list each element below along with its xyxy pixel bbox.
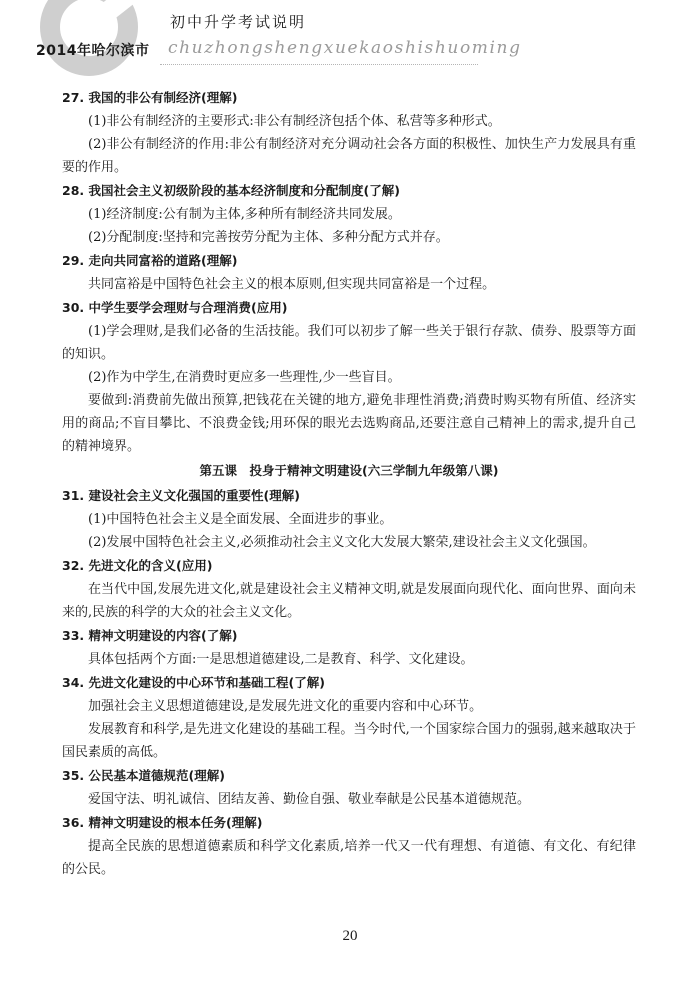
section-heading-35: 35. 公民基本道德规范(理解) (62, 768, 225, 783)
header-pinyin: chuzhongshengxuekaoshishuoming (168, 38, 522, 58)
paragraph: (1)学会理财,是我们必备的生活技能。我们可以初步了解一些关于银行存款、债券、股票等方面的知识。 (62, 324, 636, 362)
section-heading-36: 36. 精神文明建设的根本任务(理解) (62, 815, 263, 830)
paragraph: (2)作为中学生,在消费时更应多一些理性,少一些盲目。 (88, 370, 401, 385)
paragraph: (2)分配制度:坚持和完善按劳分配为主体、多种分配方式并存。 (88, 230, 449, 245)
section-heading-30: 30. 中学生要学会理财与合理消费(应用) (62, 300, 288, 315)
header-city-year: 2014年哈尔滨市 (36, 43, 150, 59)
header-title: 初中升学考试说明 (170, 13, 307, 31)
page-number: 20 (342, 928, 358, 944)
paragraph: (1)非公有制经济的主要形式:非公有制经济包括个体、私营等多种形式。 (88, 114, 501, 129)
section-heading-34: 34. 先进文化建设的中心环节和基础工程(了解) (62, 675, 325, 690)
page-content (62, 86, 636, 881)
paragraph: 具体包括两个方面:一是思想道德建设,二是教育、科学、文化建设。 (88, 652, 474, 667)
header-divider (160, 64, 478, 65)
paragraph: 爱国守法、明礼诚信、团结友善、勤俭自强、敬业奉献是公民基本道德规范。 (88, 792, 531, 807)
paragraph: 发展教育和科学,是先进文化建设的基础工程。当今时代,一个国家综合国力的强弱,越来越取决于国民素质的高低。 (62, 722, 636, 760)
paragraph: (1)中国特色社会主义是全面发展、全面进步的事业。 (88, 512, 393, 527)
paragraph: 共同富裕是中国特色社会主义的根本原则,但实现共同富裕是一个过程。 (88, 277, 496, 292)
lesson-title: 第五课 投身于精神文明建设(六三学制九年级第八课) (199, 463, 499, 478)
section-heading-31: 31. 建设社会主义文化强国的重要性(理解) (62, 488, 300, 503)
section-heading-27: 27. 我国的非公有制经济(理解) (62, 90, 238, 105)
paragraph: 要做到:消费前先做出预算,把钱花在关键的地方,避免非理性消费;消费时购买物有所值、经济实用的商品;不盲目攀比、不浪费金钱;用环保的眼光去选购商品,还要注意自己精神上的需求,提升自己的精神境界。 (62, 393, 636, 454)
paragraph: 在当代中国,发展先进文化,就是建设社会主义精神文明,就是发展面向现代化、面向世界、面向未来的,民族的科学的大众的社会主义文化。 (62, 582, 636, 620)
paragraph: 提高全民族的思想道德素质和科学文化素质,培养一代又一代有理想、有道德、有文化、有纪律的公民。 (62, 839, 636, 877)
section-heading-28: 28. 我国社会主义初级阶段的基本经济制度和分配制度(了解) (62, 183, 400, 198)
paragraph: (2)非公有制经济的作用:非公有制经济对充分调动社会各方面的积极性、加快生产力发展具有重要的作用。 (62, 137, 636, 175)
section-heading-29: 29. 走向共同富裕的道路(理解) (62, 253, 238, 268)
section-heading-33: 33. 精神文明建设的内容(了解) (62, 628, 238, 643)
paragraph: (2)发展中国特色社会主义,必须推动社会主义文化大发展大繁荣,建设社会主义文化强国。 (88, 535, 596, 550)
paragraph: 加强社会主义思想道德建设,是发展先进文化的重要内容和中心环节。 (88, 699, 483, 714)
section-heading-32: 32. 先进文化的含义(应用) (62, 558, 213, 573)
paragraph: (1)经济制度:公有制为主体,多种所有制经济共同发展。 (88, 207, 401, 222)
